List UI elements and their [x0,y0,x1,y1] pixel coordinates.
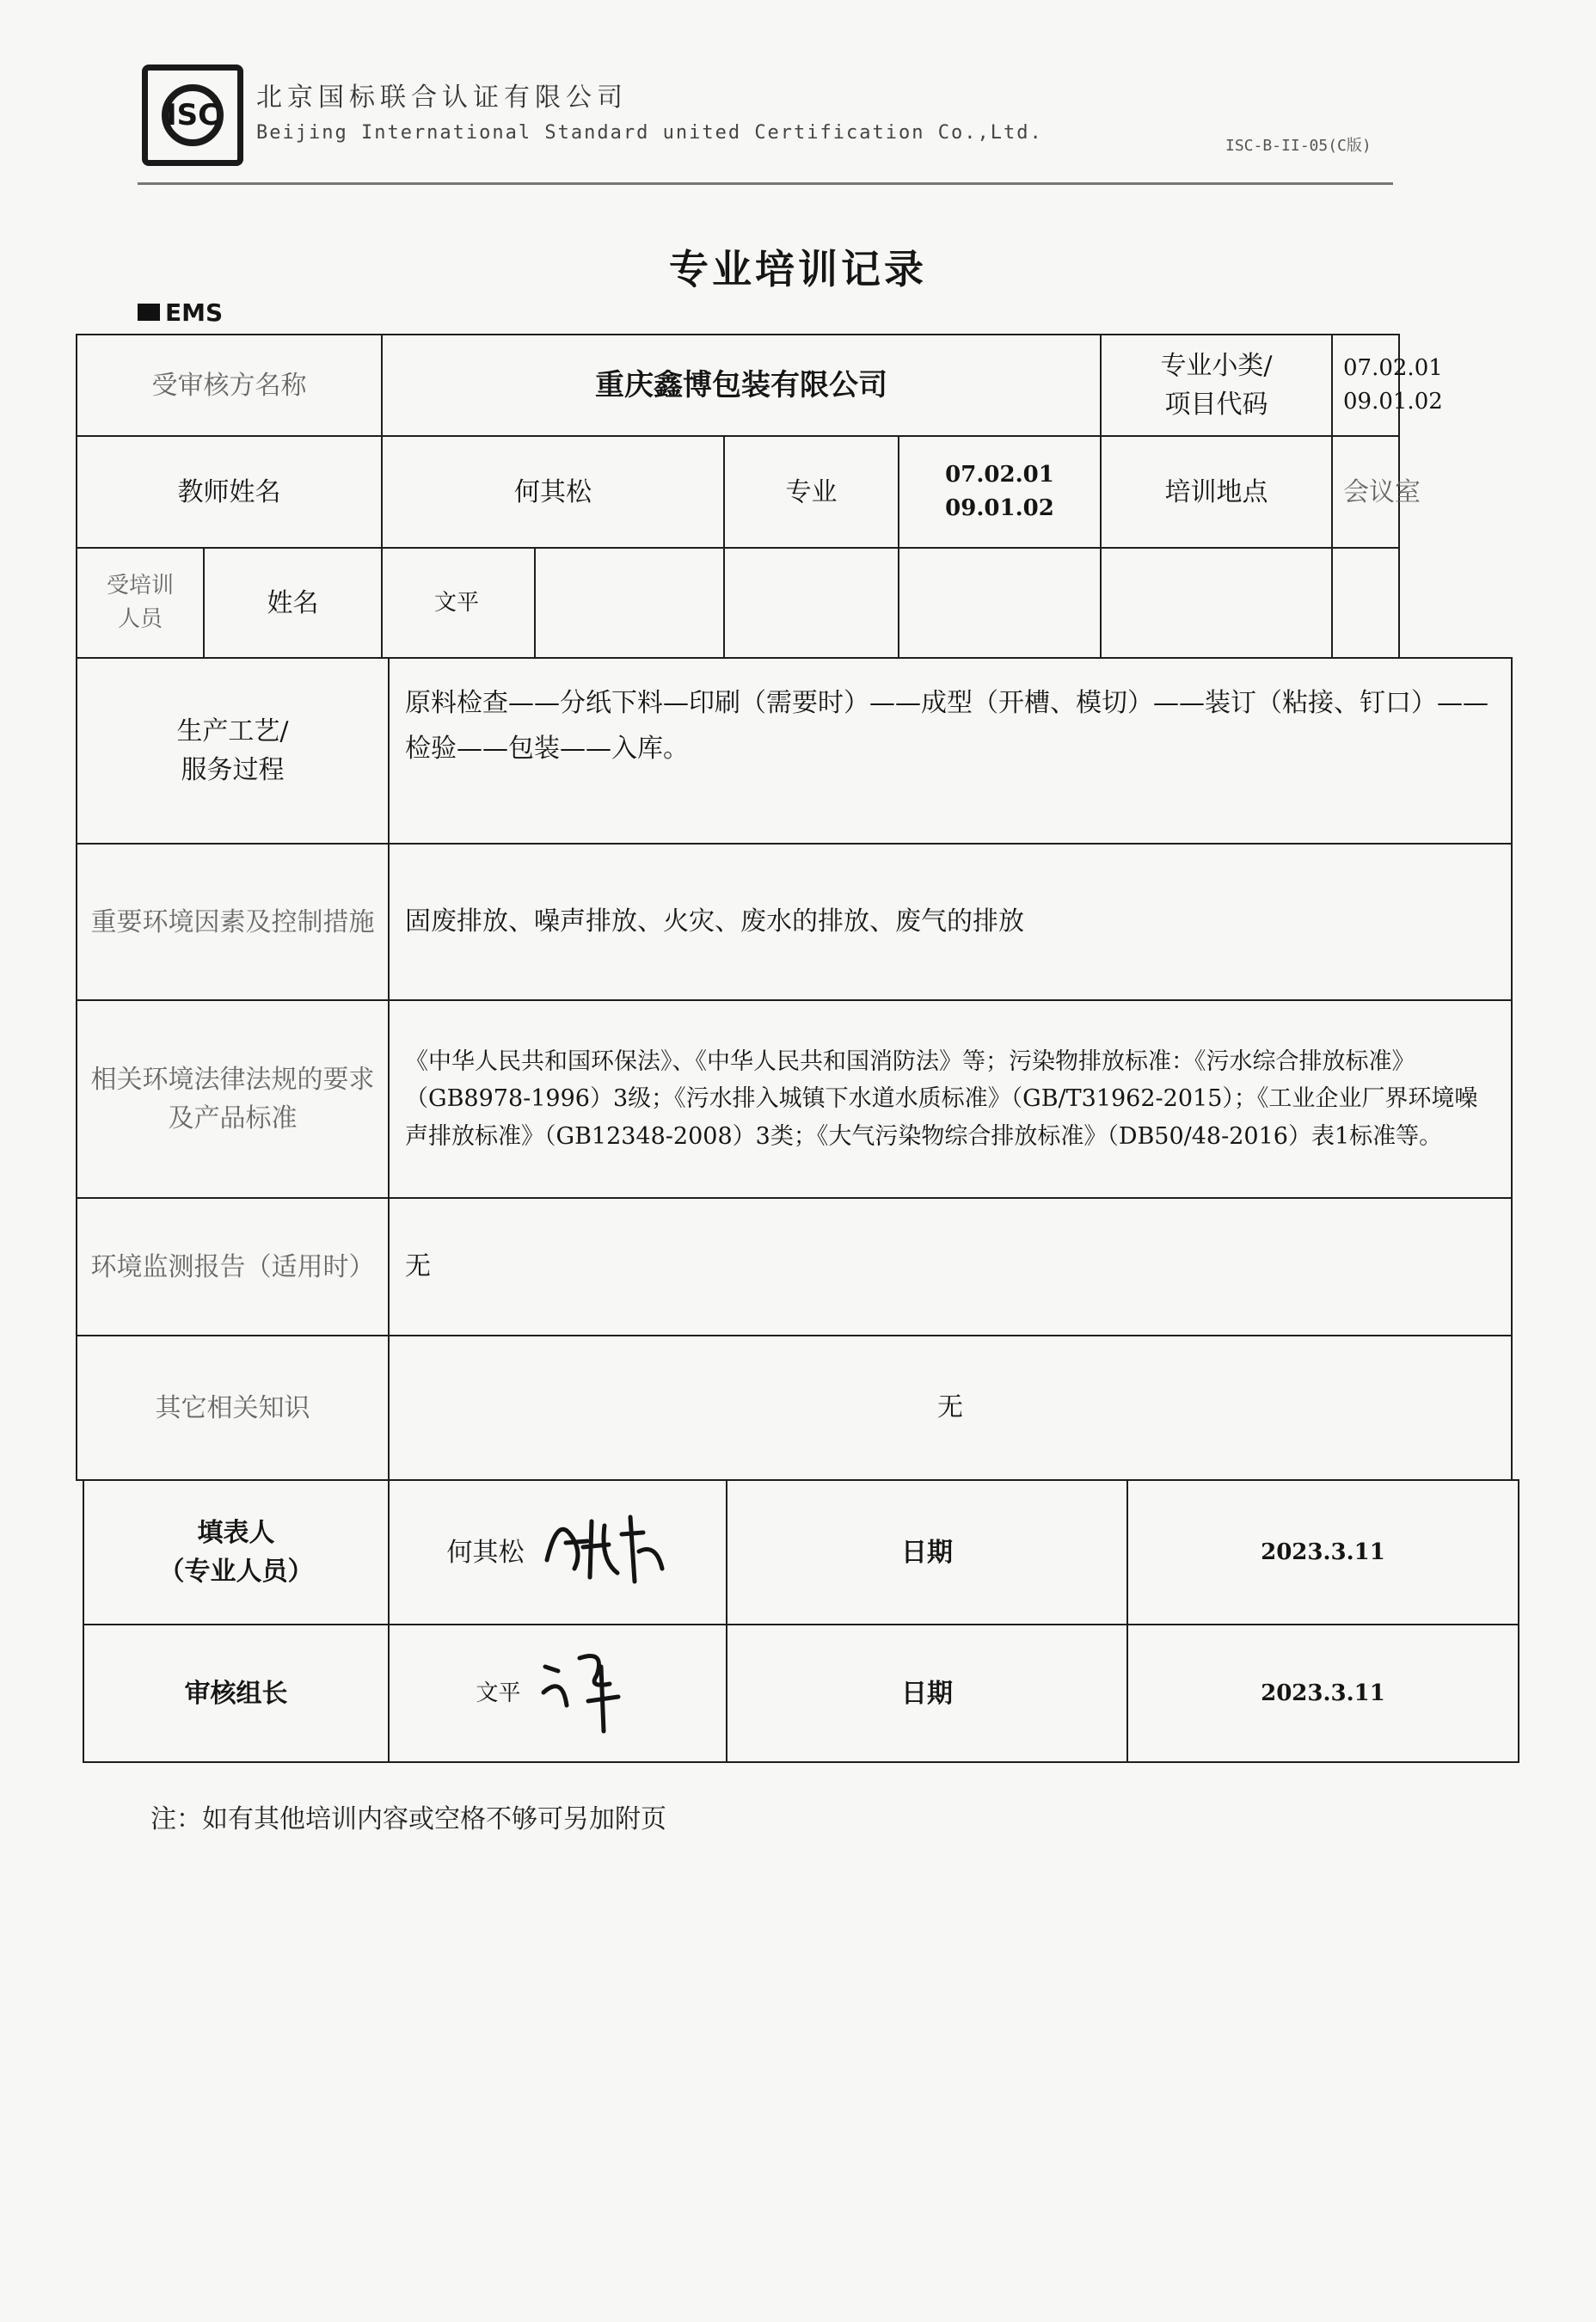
laws-value-cell [388,999,1513,1199]
filler-signature [540,1508,669,1597]
specialty-code-1: 07.02.01 [945,462,1054,488]
doc-code: ISC-B-II-05(C版) [1225,137,1372,155]
laws-value: 《中华人民共和国环保法》、《中华人民共和国消防法》等；污染物排放标准：《污水综合排放标准》（GB8978-1996）3级；《污水排入城镇下水道水质标准》（GB/T31962-2015）；《工业企业厂界环境噪声排放标准》（GB12348-2008）3类；《大气污染物综合排放标准》（DB50/48-2016）表1标准等。 [405,1048,1478,1150]
process-label-line1: 生产工艺/ [176,716,289,746]
leader-date-cell [1126,1624,1519,1763]
org-name-en: Beijing International Standard united Certification Co.,Ltd. [256,122,1043,144]
trainee-label-line2: 人员 [117,606,163,632]
process-label-line2: 服务过程 [181,755,285,785]
category-code-2: 09.01.02 [1343,389,1443,415]
env-factors-label: 重要环境因素及控制措施 [90,906,375,937]
checkbox-icon [138,304,160,321]
specialty-label: 专业 [785,476,838,507]
monitor-label-cell [76,1197,390,1336]
category-code-cell [1331,334,1443,437]
env-factors-value: 固废排放、噪声排放、火灾、废水的排放、废气的排放 [405,906,1024,937]
specialty-label-cell [723,435,899,549]
leader-name-cell [388,1624,727,1763]
trainee-name-value: 文平 [434,589,480,616]
category-label-line2: 项目代码 [1164,390,1268,420]
leader-signature [537,1641,640,1746]
trainee-empty-cell-2 [723,547,899,659]
laws-label: 相关环境法律法规的要求及产品标准 [90,1065,375,1133]
trainee-name-label-cell [203,547,383,659]
leader-date: 2023.3.11 [1261,1680,1385,1706]
trainee-name-label: 姓名 [267,587,319,618]
trainee-label-cell [76,547,205,659]
teacher-label-cell [76,435,383,549]
filler-label-cell [83,1479,390,1625]
leader-label: 审核组长 [184,1678,288,1709]
category-label-line1: 专业小类/ [1160,351,1273,381]
trainee-name-value-cell [381,547,536,659]
trainee-label-line1: 受培训 [106,573,174,599]
specialty-code-cell [898,435,1102,549]
filler-date: 2023.3.11 [1261,1539,1385,1565]
process-label-cell [76,657,390,845]
other-label-cell [76,1335,390,1481]
teacher-value-cell [381,435,725,549]
company-value-cell [381,334,1102,437]
system-tag-label: EMS [165,298,224,327]
trainee-empty-cell-4 [1100,547,1333,659]
filler-label-line1: 填表人 [197,1518,275,1548]
system-tag [138,298,223,327]
other-value: 无 [937,1391,963,1422]
footnote: 注：如有其他培训内容或空格不够可另加附页 [150,1804,666,1834]
leader-label-cell [83,1624,390,1763]
filler-name-cell [388,1479,727,1625]
page-title: 专业培训记录 [669,246,927,292]
trainee-empty-cell-3 [898,547,1102,659]
date-label-2: 日期 [901,1678,953,1709]
date-label-cell-2 [726,1624,1128,1763]
laws-label-cell [76,999,390,1199]
specialty-code-2: 09.01.02 [945,495,1054,521]
teacher-value: 何其松 [514,476,592,507]
location-label-cell [1100,435,1333,549]
category-label-cell [1100,334,1333,437]
location-label: 培训地点 [1164,476,1268,507]
logo-mark: ISC [162,84,224,146]
process-value: 原料检查——分纸下料—印刷（需要时）——成型（开槽、模切）——装订（粘接、钉口）——检验——包装——入库。 [405,688,1489,764]
company-value: 重庆鑫博包装有限公司 [595,367,887,402]
leader-name: 文平 [476,1680,521,1706]
monitor-label: 环境监测报告（适用时） [90,1251,375,1282]
trainee-empty-cell-5 [1331,547,1400,659]
filler-name: 何其松 [446,1537,525,1568]
category-code-1: 07.02.01 [1343,355,1443,381]
other-value-cell [388,1335,1513,1481]
date-label-1: 日期 [901,1537,953,1568]
location-value-cell [1331,435,1421,549]
teacher-label: 教师姓名 [177,476,281,507]
monitor-value-cell [388,1197,1513,1336]
other-label: 其它相关知识 [155,1392,310,1423]
monitor-value: 无 [405,1250,431,1281]
company-label-cell [76,334,383,437]
filler-label-line2: （专业人员） [158,1557,314,1587]
company-logo [142,64,243,166]
location-value: 会议室 [1343,476,1421,507]
header-divider [138,182,1393,185]
company-label: 受审核方名称 [151,370,307,401]
env-factors-label-cell [76,843,390,1001]
trainee-empty-cell-1 [534,547,725,659]
filler-date-cell [1126,1479,1519,1625]
org-name-cn: 北京国标联合认证有限公司 [256,83,628,113]
env-factors-value-cell [388,843,1513,1001]
date-label-cell-1 [726,1479,1128,1625]
process-value-cell [388,657,1513,845]
